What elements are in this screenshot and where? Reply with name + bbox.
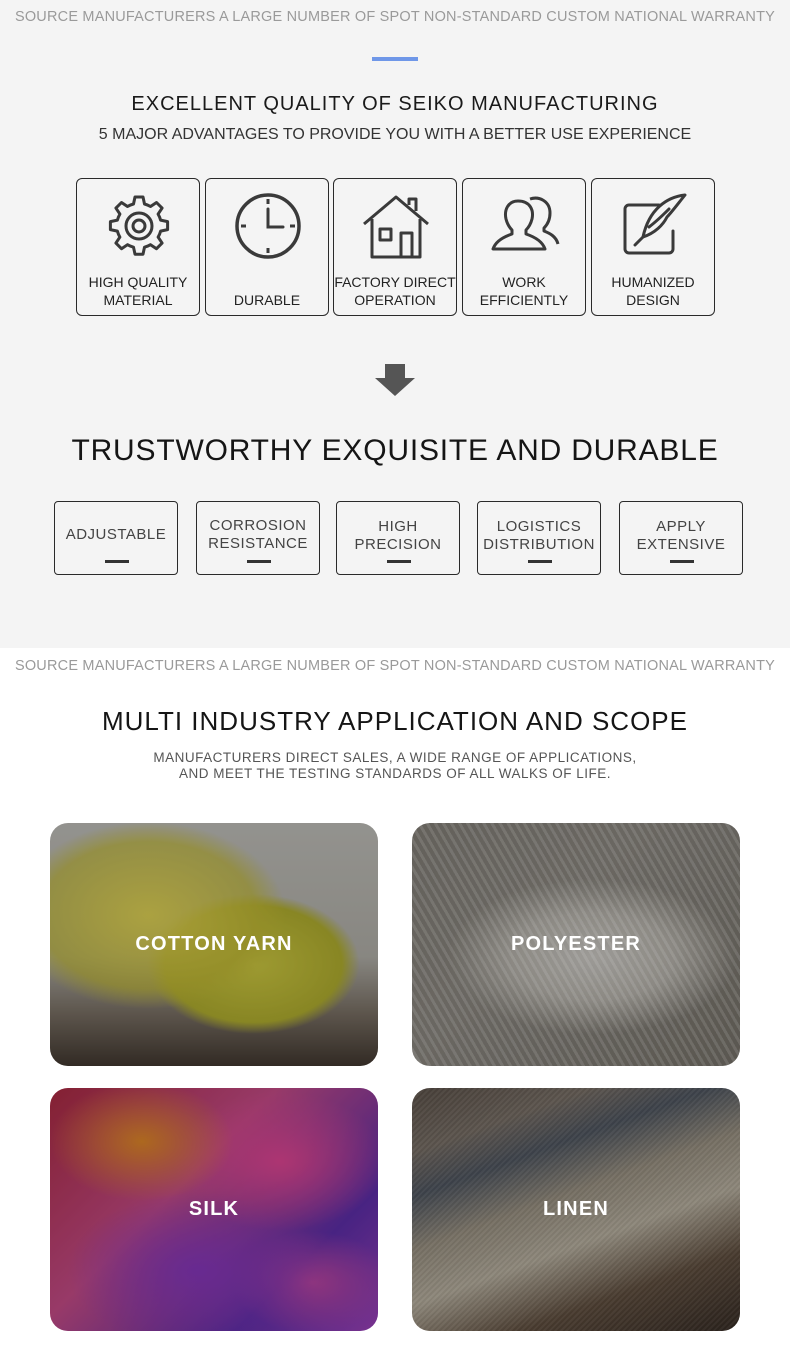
feature-label: ADJUSTABLE [65, 526, 167, 543]
feature-divider [105, 560, 129, 563]
advantage-card-factory [333, 178, 457, 316]
application-label: SILK [188, 1198, 240, 1220]
application-label: LINEN [543, 1198, 609, 1220]
application-card-silk[interactable] [50, 1088, 378, 1331]
house-icon [361, 191, 431, 261]
section-subtitle: 5 MAJOR ADVANTAGES TO PROVIDE YOU WITH A BETTER USE EXPERIENCE [98, 126, 692, 143]
applications-title: MULTI INDUSTRY APPLICATION AND SCOPE [102, 706, 688, 736]
feature-card-adjustable [54, 501, 178, 575]
feature-divider [670, 560, 694, 563]
feature-divider [387, 560, 411, 563]
section-title: EXCELLENT QUALITY OF SEIKO MANUFACTURING [131, 93, 659, 115]
application-card-cotton-yarn[interactable] [50, 823, 378, 1066]
features-title: TRUSTWORTHY EXQUISITE AND DURABLE [71, 434, 719, 467]
advantage-label: HUMANIZED DESIGN [611, 274, 695, 308]
feature-divider [528, 560, 552, 563]
accent-bar [372, 57, 418, 61]
application-card-polyester[interactable] [412, 823, 740, 1066]
applications-tagline: SOURCE MANUFACTURERS A LARGE NUMBER OF SPOT NON-STANDARD CUSTOM NATIONAL WARRANTY [14, 658, 776, 674]
clock-icon [233, 191, 303, 261]
feather-icon [619, 191, 689, 261]
advantage-label: DURABLE [233, 292, 301, 308]
application-label: COTTON YARN [135, 933, 293, 955]
advantage-card-design [591, 178, 715, 316]
top-tagline: SOURCE MANUFACTURERS A LARGE NUMBER OF SPOT NON-STANDARD CUSTOM NATIONAL WARRANTY [14, 9, 776, 25]
feature-label: HIGH PRECISION [354, 518, 442, 553]
advantages-section [0, 0, 790, 648]
advantage-card-quality [76, 178, 200, 316]
gear-icon [104, 191, 174, 261]
feature-card-apply [619, 501, 743, 575]
arrow-down-icon [375, 364, 415, 396]
applications-desc-line2: AND MEET THE TESTING STANDARDS OF ALL WALKS OF LIFE. [178, 766, 612, 781]
people-icon [490, 191, 560, 261]
application-label: POLYESTER [510, 933, 642, 955]
advantage-label: WORK EFFICIENTLY [479, 274, 569, 308]
advantage-label: FACTORY DIRECT OPERATION [334, 274, 456, 308]
advantage-card-durable [205, 178, 329, 316]
feature-card-corrosion [196, 501, 320, 575]
feature-divider [247, 560, 271, 563]
advantage-card-efficient [462, 178, 586, 316]
feature-label: LOGISTICS DISTRIBUTION [483, 518, 595, 553]
feature-card-logistics [477, 501, 601, 575]
feature-card-precision [336, 501, 460, 575]
advantage-label: HIGH QUALITY MATERIAL [88, 274, 188, 308]
feature-label: APPLY EXTENSIVE [636, 518, 726, 553]
application-card-linen[interactable] [412, 1088, 740, 1331]
feature-label: CORROSION RESISTANCE [208, 517, 308, 552]
applications-desc-line1: MANUFACTURERS DIRECT SALES, A WIDE RANGE OF APPLICATIONS, [153, 750, 637, 765]
